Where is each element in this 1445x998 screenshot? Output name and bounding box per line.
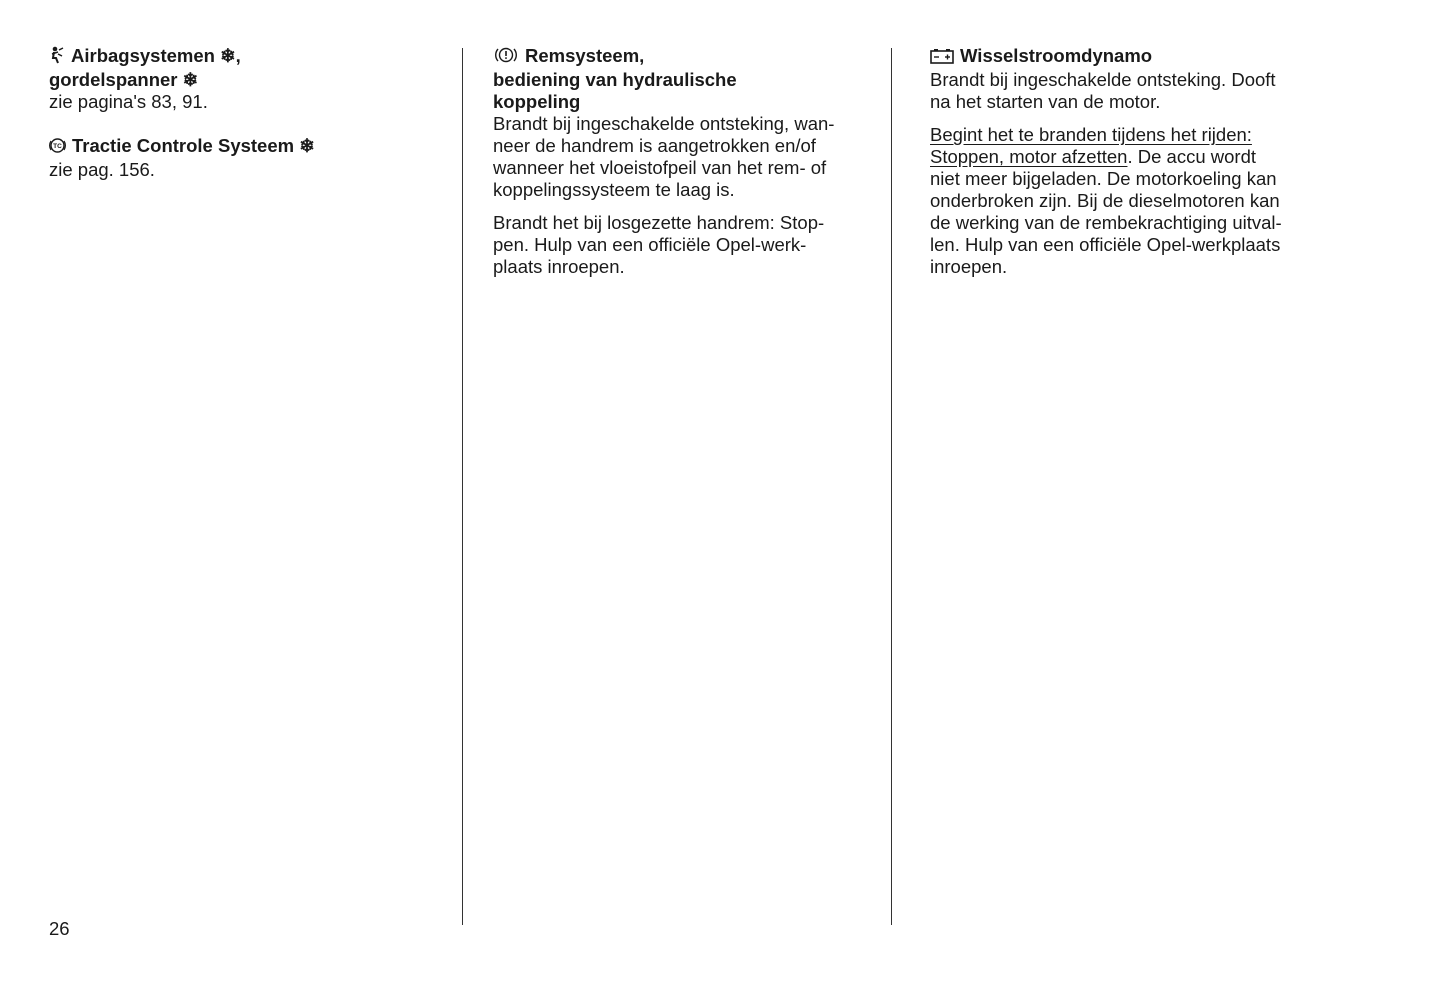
asterisk-icon: ❄ [182, 69, 199, 90]
traction-title: Tractie Controle Systeem [72, 135, 295, 156]
brake-text-line: pen. Hulp van een officiële Opel-werk- [493, 234, 807, 255]
alternator-title: Wisselstroomdynamo [960, 45, 1153, 66]
airbag-comma: , [235, 45, 241, 66]
brake-text-line: plaats inroepen. [493, 256, 625, 277]
alternator-text-line: Brandt bij ingeschakelde ontsteking. Dooft [930, 69, 1276, 90]
column-middle [493, 45, 863, 278]
asterisk-icon: ❄ [220, 45, 236, 66]
tc-icon [49, 137, 66, 159]
alternator-text-line [930, 146, 1315, 168]
brake-heading-line2: bediening van hydraulische [493, 69, 737, 90]
airbag-icon [49, 46, 65, 69]
belt-tensioner-title: gordelspanner [49, 69, 178, 90]
alternator-text-line: onderbroken zijn. Bij de dieselmotoren kan [930, 190, 1280, 211]
brake-text-line: neer de handrem is aangetrokken en/of [493, 135, 816, 156]
alternator-text-line: len. Hulp van een officiële Opel-werkplaats [930, 234, 1281, 255]
alternator-heading [930, 45, 1315, 69]
airbag-title: Airbagsystemen [71, 45, 215, 66]
airbag-page-ref: zie pagina's 83, 91. [49, 91, 208, 112]
brake-heading-line1 [493, 45, 863, 69]
battery-icon [930, 47, 954, 69]
svg-text:TC: TC [53, 143, 62, 150]
alternator-text-rest: . De accu wordt [1127, 146, 1256, 167]
column-divider [462, 48, 463, 925]
alternator-text-line: inroepen. [930, 256, 1008, 277]
alternator-text-line: de werking van de rembekrachtiging uitval- [930, 212, 1282, 233]
airbag-heading-line2 [49, 69, 429, 91]
brake-title: Remsysteem, [525, 45, 645, 66]
alternator-warning-underlined: Begint het te branden tijdens het rijden: [930, 124, 1252, 145]
airbag-heading-line1 [49, 45, 429, 69]
asterisk-icon: ❄ [299, 135, 315, 156]
page-number: 26 [49, 918, 70, 939]
brake-text-line: Brandt bij ingeschakelde ontsteking, wan- [493, 113, 835, 134]
brake-heading-line3: koppeling [493, 91, 581, 112]
alternator-text-line: niet meer bijgeladen. De motorkoeling kan [930, 168, 1277, 189]
column-divider [891, 48, 892, 925]
alternator-text-line: na het starten van de motor. [930, 91, 1161, 112]
alternator-action-underlined: Stoppen, motor afzetten [930, 146, 1128, 167]
brake-text-line: koppelingssysteem te laag is. [493, 179, 735, 200]
traction-page-ref: zie pag. 156. [49, 159, 155, 180]
traction-heading [49, 135, 429, 159]
brake-warning-icon [493, 46, 519, 69]
column-right [930, 45, 1315, 278]
brake-text-line: Brandt het bij losgezette handrem: Stop- [493, 212, 825, 233]
column-left [49, 45, 429, 181]
brake-text-line: wanneer het vloeistofpeil van het rem- of [493, 157, 827, 178]
